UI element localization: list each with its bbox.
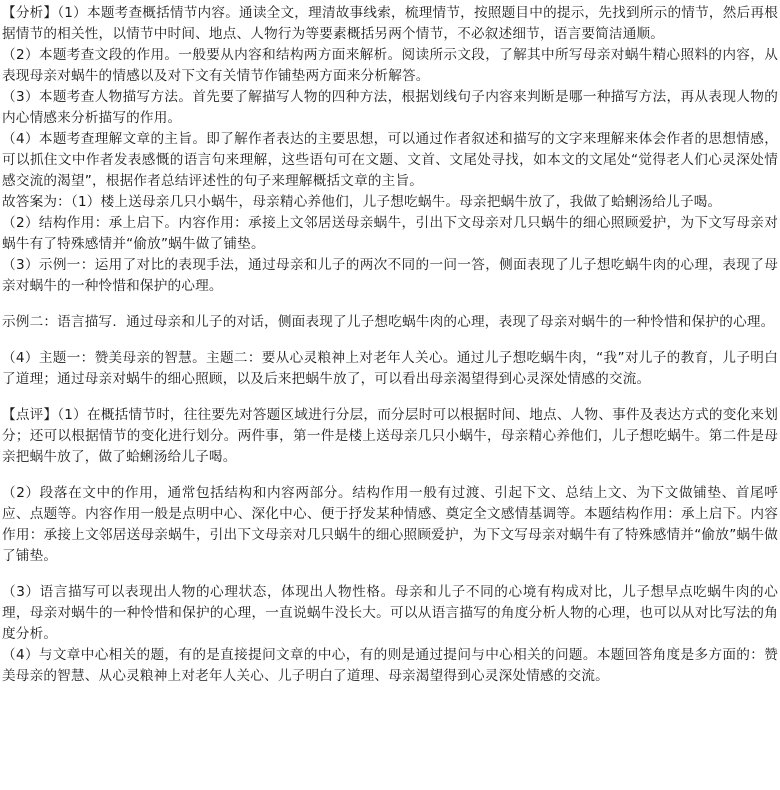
analysis-paragraph-2: （2）本题考查文段的作用。一般要从内容和结构两方面来解析。阅读所示文段，了解其中所写母亲对蜗牛精心照料的内容，从表现母亲对蜗牛的情感以及对下文有关情节作铺垫两方面来分析解答。	[2, 47, 778, 84]
answer-paragraph-2: （2）结构作用：承上启下。内容作用：承接上文邻居送母亲蜗牛，引出下文母亲对几只蜗牛的细心照顾爱护，为下文写母亲对蜗牛有了特殊感情并“偷放”蜗牛做了铺垫。	[2, 215, 778, 252]
comment-paragraph-1: 【点评】（1）在概括情节时，往往要先对答题区域进行分层，而分层时可以根据时间、地点、人物、事件及表达方式的变化来划分；还可以根据情节的变化进行划分。两件事，第一件是楼上送母亲几只小蜗牛，母亲精心养他们，儿子想吃蜗牛。第二件是母亲把蜗牛放了，做了蛤蜊汤给儿子喝。	[2, 407, 778, 465]
analysis-paragraph-3: （3）本题考查人物描写方法。首先要了解描写人物的四种方法，根据划线句子内容来判断是哪一种描写方法，再从表现人物的内心情感来分析描写的作用。	[2, 89, 778, 126]
answer-explanation-document	[0, 3, 780, 687]
answer-paragraph-3: （3）示例一：运用了对比的表现手法，通过母亲和儿子的两次不同的一问一答，侧面表现了儿子想吃蜗牛肉的心理，表现了母亲对蜗牛的一种怜惜和保护的心理。	[2, 257, 778, 294]
comment-paragraph-4: （4）与文章中心相关的题，有的是直接提问文章的中心，有的则是通过提问与中心相关的问题。本题回答角度是多方面的：赞美母亲的智慧、从心灵粮神上对老年人关心、儿子明白了道理、母亲渴望得到心灵深处情感的交流。	[2, 647, 778, 684]
analysis-paragraph-4: （4）本题考查理解文章的主旨。即了解作者表达的主要思想，可以通过作者叙述和描写的文字来理解来体会作者的思想情感，可以抓住文中作者发表感慨的语言句来理解，这些语句可在文题、文首、文尾处寻找，如本文的文尾处“觉得老人们心灵深处情感交流的渴望”，根据作者总结评述性的句子来理解概括文章的主旨。	[2, 131, 778, 189]
analysis-paragraph-1: 【分析】（1）本题考查概括情节内容。通读全文，理清故事线索，梳理情节，按照题目中的提示，先找到所示的情节，然后再根据情节的相关性，以情节中时间、地点、人物行为等要素概括另两个情节，不必叙述细节，语言要简洁通顺。	[2, 5, 778, 42]
answer-paragraph-4: （4）主题一：赞美母亲的智慧。主题二：要从心灵粮神上对老年人关心。通过儿子想吃蜗牛肉，“我”对儿子的教育，儿子明白了道理；通过母亲对蜗牛的细心照顾，以及后来把蜗牛放了，可以看出母亲渴望得到心灵深处情感的交流。	[2, 350, 778, 387]
answer-paragraph-1: 故答案为：（1）楼上送母亲几只小蜗牛，母亲精心养他们，儿子想吃蜗牛。母亲把蜗牛放了，我做了蛤蜊汤给儿子喝。	[2, 194, 722, 210]
comment-paragraph-3: （3）语言描写可以表现出人物的心理状态，体现出人物性格。母亲和儿子不同的心境有构成对比，儿子想早点吃蜗牛肉的心理，母亲对蜗牛的一种怜惜和保护的心理，一直说蜗牛没长大。可以从语言描写的角度分析人物的心理，也可以从对比写法的角度分析。	[2, 584, 778, 642]
answer-paragraph-3-example-2: 示例二：语言描写．通过母亲和儿子的对话，侧面表现了儿子想吃蜗牛肉的心理，表现了母亲对蜗牛的一种怜惜和保护的心理。	[2, 314, 775, 330]
comment-paragraph-2: （2）段落在文中的作用，通常包括结构和内容两部分。结构作用一般有过渡、引起下文、总结上文、为下文做铺垫、首尾呼应、点题等。内容作用一般是点明中心、深化中心、便于抒发某种情感、奠定全文感情基调等。本题结构作用：承上启下。内容作用：承接上文邻居送母亲蜗牛，引出下文母亲对几只蜗牛的细心照顾爱护，为下文写母亲对蜗牛有了特殊感情并“偷放”蜗牛做了铺垫。	[2, 485, 778, 564]
